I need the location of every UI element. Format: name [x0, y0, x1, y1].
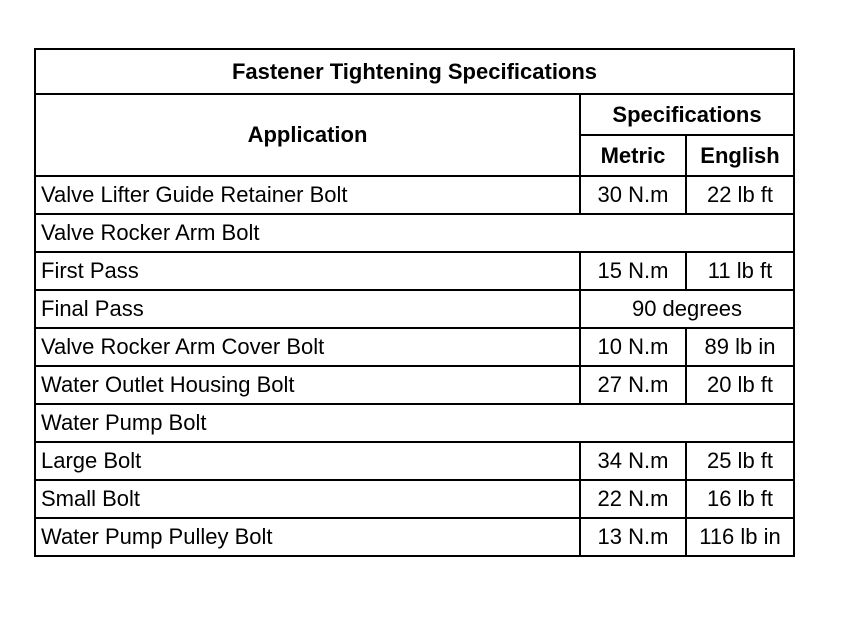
- english-cell: 22 lb ft: [686, 176, 794, 214]
- english-cell: 11 lb ft: [686, 252, 794, 290]
- table-row: [35, 404, 794, 442]
- table-row: [35, 176, 794, 214]
- application-group-cell: Water Pump Bolt: [35, 404, 794, 442]
- application-cell: Valve Lifter Guide Retainer Bolt: [35, 176, 580, 214]
- metric-cell: 34 N.m: [580, 442, 686, 480]
- english-header: English: [686, 135, 794, 176]
- metric-cell: 27 N.m: [580, 366, 686, 404]
- metric-cell: 10 N.m: [580, 328, 686, 366]
- application-group-cell: Valve Rocker Arm Bolt: [35, 214, 794, 252]
- table-row: [35, 214, 794, 252]
- english-cell: 89 lb in: [686, 328, 794, 366]
- metric-header: Metric: [580, 135, 686, 176]
- table-row: [35, 480, 794, 518]
- english-cell: 116 lb in: [686, 518, 794, 556]
- title-row: [35, 49, 794, 94]
- application-cell: First Pass: [35, 252, 580, 290]
- table-row: [35, 366, 794, 404]
- application-cell: Small Bolt: [35, 480, 580, 518]
- header-row-1: [35, 94, 794, 135]
- english-cell: 16 lb ft: [686, 480, 794, 518]
- english-cell: 25 lb ft: [686, 442, 794, 480]
- application-cell: Water Outlet Housing Bolt: [35, 366, 580, 404]
- specifications-header: Specifications: [580, 94, 794, 135]
- combined-spec-cell: 90 degrees: [580, 290, 794, 328]
- table-row: [35, 328, 794, 366]
- table-row: [35, 442, 794, 480]
- table-row: [35, 518, 794, 556]
- table-title: Fastener Tightening Specifications: [35, 49, 794, 94]
- metric-cell: 13 N.m: [580, 518, 686, 556]
- table-row: [35, 252, 794, 290]
- application-cell: Final Pass: [35, 290, 580, 328]
- english-cell: 20 lb ft: [686, 366, 794, 404]
- metric-cell: 30 N.m: [580, 176, 686, 214]
- table-row: [35, 290, 794, 328]
- metric-cell: 15 N.m: [580, 252, 686, 290]
- application-header: Application: [35, 94, 580, 176]
- application-cell: Large Bolt: [35, 442, 580, 480]
- application-cell: Water Pump Pulley Bolt: [35, 518, 580, 556]
- application-cell: Valve Rocker Arm Cover Bolt: [35, 328, 580, 366]
- fastener-spec-table: [34, 48, 795, 557]
- metric-cell: 22 N.m: [580, 480, 686, 518]
